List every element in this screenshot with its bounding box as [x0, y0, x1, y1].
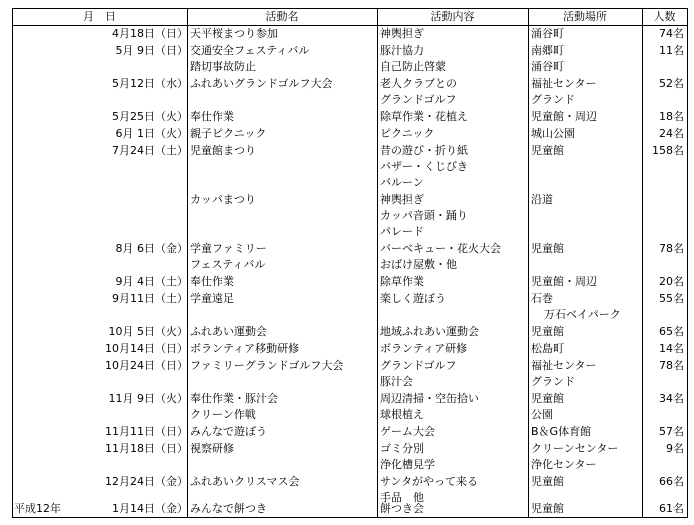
- row-place: 児童館: [531, 502, 564, 515]
- grid-line: [528, 8, 529, 518]
- row-content: 自己防止啓蒙: [380, 60, 446, 73]
- row-content: グランドゴルフ: [380, 359, 457, 372]
- row-content: バザー・くじびき: [380, 160, 468, 173]
- row-place: B＆G体育館: [531, 425, 592, 438]
- row-content: 神輿担ぎ: [380, 27, 424, 40]
- row-name: 踏切事故防止: [190, 60, 256, 73]
- row-content: 浄化槽見学: [380, 458, 435, 471]
- activity-table: [12, 8, 688, 518]
- row-place: 児童館: [531, 475, 564, 488]
- row-content: 手品 他: [380, 491, 424, 504]
- grid-line: [642, 8, 643, 518]
- row-content: バーベキュー・花火大会: [380, 242, 501, 255]
- row-content: サンタがやって来る: [380, 475, 479, 488]
- row-content: おばけ屋敷・他: [380, 258, 457, 271]
- row-count: 78名: [659, 242, 684, 255]
- row-place: 公園: [531, 408, 553, 421]
- row-content: 老人クラブとの: [380, 77, 457, 90]
- row-date: 7月24日（土）: [112, 144, 188, 157]
- row-count: 18名: [659, 110, 684, 123]
- row-date: 12月24日（金）: [105, 475, 188, 488]
- row-name: 学童遠足: [190, 292, 234, 305]
- row-name: 奉仕作業: [190, 275, 234, 288]
- row-date: 1月14日（金）: [112, 502, 188, 515]
- row-date: 11月 9日（火）: [108, 392, 188, 405]
- row-name: フェスティバル: [190, 258, 266, 271]
- grid-line: [12, 8, 13, 518]
- row-content: ゲーム大会: [380, 425, 435, 438]
- header-date: 月 日: [83, 10, 116, 23]
- row-place: 南郷町: [531, 44, 564, 57]
- row-place: 涌谷町: [531, 60, 564, 73]
- row-place: 万石ベイパーク: [544, 308, 621, 321]
- row-name: ふれあいクリスマス会: [190, 475, 300, 488]
- row-count: 66名: [659, 475, 684, 488]
- row-place: クリーンセンター: [531, 442, 619, 455]
- row-place: 児童館: [531, 144, 564, 157]
- row-count: 57名: [659, 425, 684, 438]
- row-date: 8月 6日（金）: [115, 242, 188, 255]
- row-name: みんなで餅つき: [190, 502, 267, 515]
- row-content: 豚汁会: [380, 375, 413, 388]
- row-name: 視察研修: [190, 442, 234, 455]
- row-date: 10月14日（日）: [105, 342, 188, 355]
- row-count: 14名: [659, 342, 684, 355]
- header-activity-place: 活動場所: [563, 10, 607, 23]
- row-name: ボランティア移動研修: [190, 342, 300, 355]
- row-content: ゴミ分別: [380, 442, 424, 455]
- row-content: 周辺清掃・空缶拾い: [380, 392, 479, 405]
- row-place: 石巻: [531, 292, 553, 305]
- row-count: 52名: [659, 77, 684, 90]
- row-count: 65名: [659, 325, 684, 338]
- row-date: 6月 1日（火）: [115, 127, 188, 140]
- row-date: 5月12日（水）: [112, 77, 188, 90]
- row-place: 児童館: [531, 392, 564, 405]
- row-date: 9月 4日（土）: [115, 275, 188, 288]
- row-content: グランドゴルフ: [380, 93, 457, 106]
- row-count: 34名: [659, 392, 684, 405]
- row-place: 児童館: [531, 242, 564, 255]
- header-activity-content: 活動内容: [430, 10, 475, 23]
- header-activity-name: 活動名: [265, 10, 299, 23]
- row-name: 奉仕作業: [190, 110, 234, 123]
- row-name: ファミリーグランドゴルフ大会: [190, 359, 344, 372]
- row-place: 沿道: [531, 193, 553, 206]
- row-name: ふれあい運動会: [190, 325, 267, 338]
- row-content: 地域ふれあい運動会: [380, 325, 479, 338]
- grid-line: [12, 517, 688, 518]
- row-content: バルーン: [380, 176, 424, 189]
- row-name: 児童館まつり: [190, 144, 256, 157]
- row-count: 55名: [659, 292, 684, 305]
- row-place: 涌谷町: [531, 27, 564, 40]
- row-name: 交通安全フェスティバル: [190, 44, 310, 57]
- row-name: みんなで遊ぼう: [190, 425, 267, 438]
- row-date: 10月24日（日）: [105, 359, 188, 372]
- row-count: 11名: [659, 44, 684, 57]
- row-content: 除草作業・花植え: [380, 110, 468, 123]
- row-count: 20名: [659, 275, 684, 288]
- row-name: ふれあいグランドゴルフ大会: [190, 77, 333, 90]
- row-place: 城山公園: [531, 127, 575, 140]
- row-place: グランド: [531, 93, 575, 106]
- row-place: グランド: [531, 375, 575, 388]
- grid-line: [687, 8, 688, 518]
- row-place: 松島町: [531, 342, 564, 355]
- row-name: カッパまつり: [190, 193, 256, 206]
- row-name: 親子ピクニック: [190, 127, 267, 140]
- row-content: パレード: [380, 225, 424, 238]
- row-place: 児童館・周辺: [531, 275, 597, 288]
- row-content: カッパ音頭・踊り: [380, 209, 468, 222]
- row-place: 浄化センター: [531, 458, 597, 471]
- row-count: 158名: [652, 144, 684, 157]
- row-content: 豚汁協力: [380, 44, 424, 57]
- row-date: 11月18日（日）: [105, 442, 188, 455]
- row-date: 9月11日（土）: [112, 292, 188, 305]
- year-label: 平成12年: [14, 502, 61, 515]
- row-date: 5月 9日（日）: [115, 44, 188, 57]
- row-date: 11月11日（日）: [105, 425, 188, 438]
- row-name: 学童ファミリー: [190, 242, 267, 255]
- row-date: 4月18日（日）: [112, 27, 188, 40]
- row-name: クリーン作戦: [190, 408, 256, 421]
- row-count: 9名: [666, 442, 684, 455]
- row-content: ボランティア研修: [380, 342, 468, 355]
- row-date: 5月25日（火）: [112, 110, 188, 123]
- row-count: 74名: [659, 27, 684, 40]
- row-place: 児童館: [531, 325, 564, 338]
- row-content: 餅つき会: [380, 502, 424, 515]
- row-place: 福祉センター: [531, 77, 597, 90]
- row-count: 78名: [659, 359, 684, 372]
- row-content: 除草作業: [380, 275, 424, 288]
- row-content: ピクニック: [380, 127, 435, 140]
- row-content: 楽しく遊ぼう: [380, 292, 446, 305]
- row-place: 児童館・周辺: [531, 110, 597, 123]
- row-content: 神輿担ぎ: [380, 193, 424, 206]
- grid-line: [377, 8, 378, 518]
- row-count: 61名: [659, 502, 684, 515]
- row-count: 24名: [659, 127, 684, 140]
- row-name: 奉仕作業・豚汁会: [190, 392, 278, 405]
- row-name: 天平桜まつり参加: [190, 27, 278, 40]
- row-content: 昔の遊び・折り紙: [380, 144, 468, 157]
- row-place: 福祉センター: [531, 359, 597, 372]
- row-content: 球根植え: [380, 408, 424, 421]
- header-count: 人数: [653, 10, 676, 23]
- row-date: 10月 5日（火）: [108, 325, 188, 338]
